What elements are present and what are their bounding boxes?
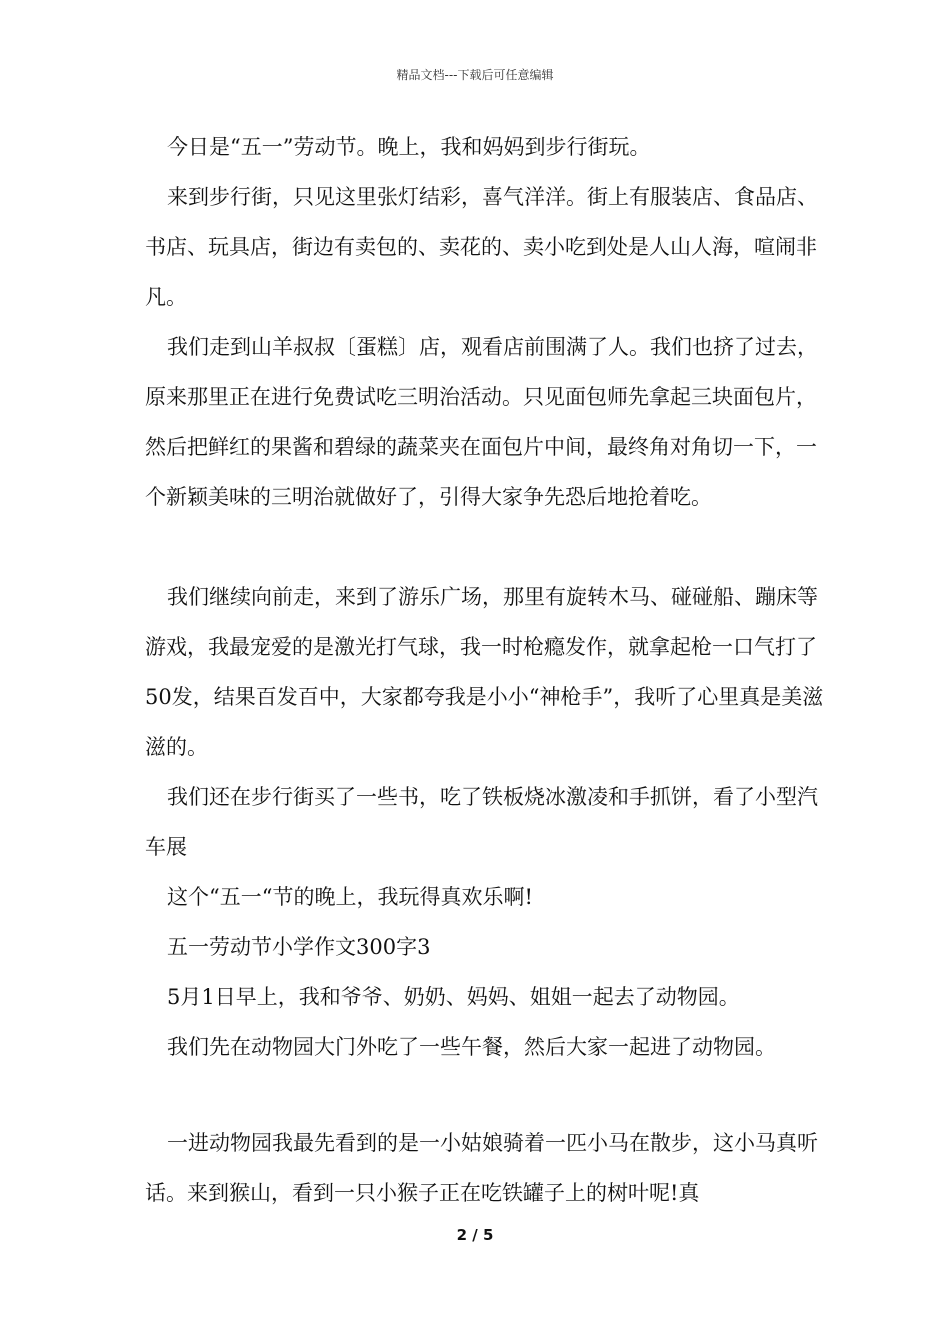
page-header: 精品文档---下载后可任意编辑 [396,68,554,82]
paragraph-2: 来到步行街，只见这里张灯结彩，喜气洋洋。街上有服装店、食品店、书店、玩具店，街边有卖包的、卖花的、卖小吃到处是人山人海，喧闹非凡。 [145,185,818,309]
paragraph-6: 这个“五一“节的晚上，我玩得真欢乐啊! [167,885,533,909]
paragraph-8: 我们先在动物园大门外吃了一些午餐，然后大家一起进了动物园。 [167,1035,776,1059]
paragraph-1: 今日是“五一”劳动节。晚上，我和妈妈到步行街玩。 [167,135,651,159]
paragraph-7: 5月1日早上，我和爷爷、奶奶、妈妈、姐姐一起去了动物园。 [167,985,740,1009]
paragraph-3: 我们走到山羊叔叔〔蛋糕〕店，观看店前围满了人。我们也挤了过去，原来那里正在进行免费试吃三明治活动。只见面包师先拿起三块面包片，然后把鲜红的果酱和碧绿的蔬菜夹在面包片中间，最终角对角切一下，一个新颖美味的三明治就做好了，引得大家争先恐后地抢着吃。 [145,335,818,509]
paragraph-9: 一进动物园我最先看到的是一小姑娘骑着一匹小马在散步，这小马真听话。来到猴山，看到一只小猴子正在吃铁罐子上的树叶呢!真 [145,1131,818,1205]
paragraph-4: 我们继续向前走，来到了游乐广场，那里有旋转木马、碰碰船、蹦床等游戏，我最宠爱的是激光打气球，我一时枪瘾发作，就拿起枪一口气打了50发，结果百发百中，大家都夸我是小小“神枪手”，我听了心里真是美滋滋的。 [145,585,824,759]
page-number: 2 / 5 [456,1226,494,1244]
section-title: 五一劳动节小学作文300字3 [167,935,431,959]
paragraph-5: 我们还在步行街买了一些书，吃了铁板烧冰激凌和手抓饼，看了小型汽车展 [145,785,818,859]
